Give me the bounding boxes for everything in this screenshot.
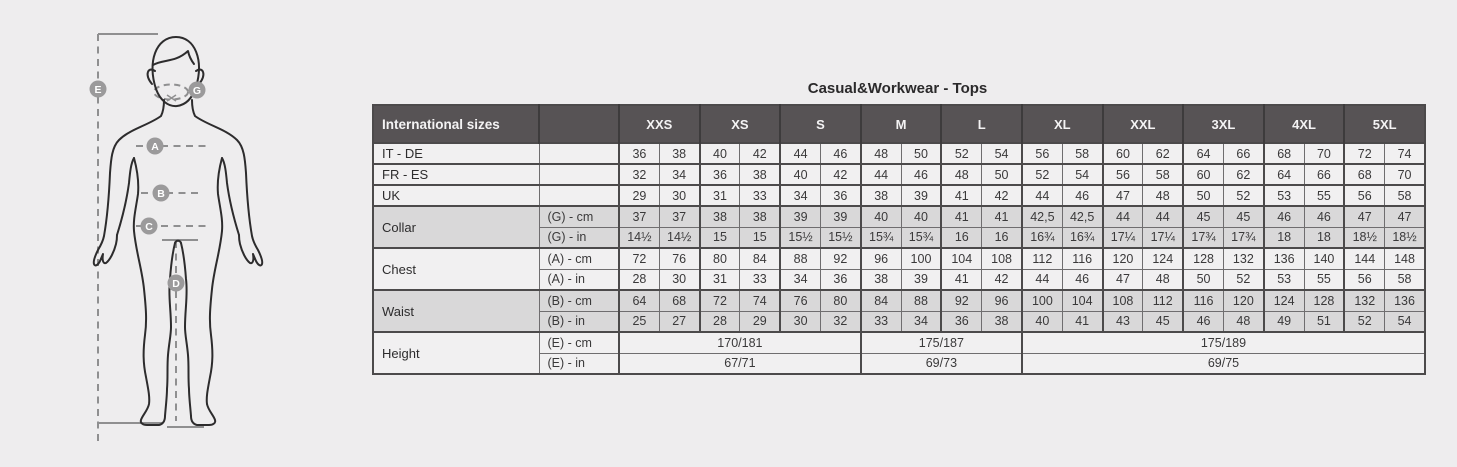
sub-row-label: (G) - cm — [539, 206, 619, 227]
size-value-cell: 38 — [659, 143, 699, 164]
size-value-cell: 64 — [1183, 143, 1223, 164]
size-value-cell: 124 — [1143, 248, 1183, 269]
size-value-cell: 96 — [861, 248, 901, 269]
size-value-cell: 74 — [740, 290, 780, 311]
size-value-cell: 27 — [659, 311, 699, 332]
height-span-cell: 69/75 — [1022, 353, 1425, 374]
size-value-cell: 15 — [740, 227, 780, 248]
size-value-cell: 132 — [1344, 290, 1384, 311]
size-value-cell: 41 — [941, 206, 981, 227]
size-value-cell: 100 — [901, 248, 941, 269]
size-value-cell: 112 — [1022, 248, 1062, 269]
size-value-cell: 50 — [1183, 269, 1223, 290]
size-value-cell: 46 — [1183, 311, 1223, 332]
size-value-cell: 41 — [941, 269, 981, 290]
size-value-cell: 88 — [901, 290, 941, 311]
size-value-cell: 31 — [700, 269, 740, 290]
size-value-cell: 72 — [700, 290, 740, 311]
size-value-cell: 47 — [1385, 206, 1425, 227]
size-value-cell: 14½ — [619, 227, 659, 248]
size-value-cell: 18½ — [1385, 227, 1425, 248]
size-value-cell: 39 — [820, 206, 860, 227]
size-value-cell: 120 — [1223, 290, 1263, 311]
size-value-cell: 148 — [1385, 248, 1425, 269]
conversion-row — [373, 143, 1425, 164]
size-value-cell: 53 — [1264, 269, 1304, 290]
row-label: Chest — [373, 248, 539, 290]
sub-row-label: (B) - cm — [539, 290, 619, 311]
size-value-cell: 128 — [1183, 248, 1223, 269]
size-value-cell: 51 — [1304, 311, 1344, 332]
size-value-cell: 62 — [1143, 143, 1183, 164]
body-outline — [94, 37, 263, 425]
size-value-cell: 36 — [820, 269, 860, 290]
sub-row-label: (E) - in — [539, 353, 619, 374]
size-value-cell: 40 — [1022, 311, 1062, 332]
size-value-cell: 68 — [1344, 164, 1384, 185]
size-value-cell: 108 — [982, 248, 1022, 269]
size-value-cell: 25 — [619, 311, 659, 332]
size-value-cell: 58 — [1143, 164, 1183, 185]
table-corner-header: International sizes — [373, 105, 539, 143]
size-value-cell: 80 — [700, 248, 740, 269]
size-value-cell: 28 — [619, 269, 659, 290]
size-value-cell: 144 — [1344, 248, 1384, 269]
size-value-cell: 33 — [740, 185, 780, 206]
size-value-cell: 16 — [982, 227, 1022, 248]
size-value-cell: 52 — [941, 143, 981, 164]
size-value-cell: 124 — [1264, 290, 1304, 311]
sub-row-label — [539, 185, 619, 206]
size-value-cell: 34 — [659, 164, 699, 185]
size-value-cell: 68 — [1264, 143, 1304, 164]
size-value-cell: 38 — [982, 311, 1022, 332]
size-value-cell: 36 — [619, 143, 659, 164]
size-value-cell: 52 — [1223, 185, 1263, 206]
size-value-cell: 41 — [982, 206, 1022, 227]
size-value-cell: 47 — [1103, 269, 1143, 290]
size-value-cell: 16¾ — [1062, 227, 1102, 248]
size-value-cell: 18 — [1304, 227, 1344, 248]
size-value-cell: 28 — [700, 311, 740, 332]
size-value-cell: 96 — [982, 290, 1022, 311]
size-value-cell: 70 — [1385, 164, 1425, 185]
size-value-cell: 15¾ — [901, 227, 941, 248]
size-value-cell: 34 — [901, 311, 941, 332]
size-value-cell: 120 — [1103, 248, 1143, 269]
size-value-cell: 116 — [1183, 290, 1223, 311]
size-value-cell: 108 — [1103, 290, 1143, 311]
size-value-cell: 92 — [820, 248, 860, 269]
size-value-cell: 36 — [941, 311, 981, 332]
size-value-cell: 14½ — [659, 227, 699, 248]
size-value-cell: 40 — [861, 206, 901, 227]
size-header-3xl: 3XL — [1183, 105, 1264, 143]
size-value-cell: 42 — [982, 185, 1022, 206]
size-value-cell: 48 — [861, 143, 901, 164]
size-value-cell: 30 — [659, 269, 699, 290]
size-value-cell: 47 — [1344, 206, 1384, 227]
size-value-cell: 50 — [901, 143, 941, 164]
size-value-cell: 58 — [1385, 269, 1425, 290]
size-value-cell: 40 — [700, 143, 740, 164]
conversion-row — [373, 164, 1425, 185]
size-value-cell: 76 — [780, 290, 820, 311]
size-value-cell: 32 — [820, 311, 860, 332]
size-value-cell: 42 — [982, 269, 1022, 290]
size-value-cell: 88 — [780, 248, 820, 269]
size-table — [372, 104, 1426, 375]
size-value-cell: 33 — [861, 311, 901, 332]
right-side-leg-path — [207, 158, 222, 404]
size-value-cell: 36 — [820, 185, 860, 206]
height-span-cell: 170/181 — [619, 332, 861, 353]
size-header-m: M — [861, 105, 942, 143]
size-value-cell: 38 — [861, 185, 901, 206]
size-value-cell: 38 — [861, 269, 901, 290]
row-label: Height — [373, 332, 539, 374]
size-value-cell: 74 — [1385, 143, 1425, 164]
size-value-cell: 46 — [1264, 206, 1304, 227]
size-value-cell: 54 — [1385, 311, 1425, 332]
size-value-cell: 52 — [1223, 269, 1263, 290]
size-value-cell: 48 — [1143, 185, 1183, 206]
size-value-cell: 46 — [820, 143, 860, 164]
size-value-cell: 46 — [901, 164, 941, 185]
hair-path — [153, 51, 194, 65]
size-value-cell: 104 — [1062, 290, 1102, 311]
size-value-cell: 31 — [700, 185, 740, 206]
size-value-cell: 36 — [700, 164, 740, 185]
size-value-cell: 58 — [1062, 143, 1102, 164]
left-inner-arm-path — [117, 158, 134, 235]
size-value-cell: 46 — [1062, 185, 1102, 206]
sub-row-label: (E) - cm — [539, 332, 619, 353]
size-value-cell: 37 — [659, 206, 699, 227]
size-value-cell: 132 — [1223, 248, 1263, 269]
size-value-cell: 53 — [1264, 185, 1304, 206]
size-value-cell: 48 — [1143, 269, 1183, 290]
size-value-cell: 29 — [619, 185, 659, 206]
sub-row-label: (A) - cm — [539, 248, 619, 269]
size-value-cell: 45 — [1143, 311, 1183, 332]
measurement-row — [373, 332, 1425, 353]
size-value-cell: 80 — [820, 290, 860, 311]
body-measurement-diagram — [0, 0, 310, 467]
size-value-cell: 60 — [1183, 164, 1223, 185]
height-span-cell: 175/187 — [861, 332, 1022, 353]
size-value-cell: 56 — [1344, 269, 1384, 290]
conversion-row — [373, 185, 1425, 206]
size-header-l: L — [941, 105, 1022, 143]
size-value-cell: 15 — [700, 227, 740, 248]
size-value-cell: 17¾ — [1223, 227, 1263, 248]
size-value-cell: 48 — [941, 164, 981, 185]
height-span-cell: 67/71 — [619, 353, 861, 374]
sublabel-column-header — [539, 105, 619, 143]
size-value-cell: 55 — [1304, 269, 1344, 290]
row-label: FR - ES — [373, 164, 539, 185]
size-value-cell: 52 — [1022, 164, 1062, 185]
height-span-cell: 69/73 — [861, 353, 1022, 374]
row-label: Collar — [373, 206, 539, 248]
measurement-row — [373, 290, 1425, 311]
size-value-cell: 15½ — [780, 227, 820, 248]
height-marker-letter: E — [94, 83, 102, 96]
size-value-cell: 52 — [1344, 311, 1384, 332]
size-value-cell: 15¾ — [861, 227, 901, 248]
size-value-cell: 84 — [861, 290, 901, 311]
measurement-row — [373, 206, 1425, 227]
table-title: Casual&Workwear - Tops — [807, 80, 988, 97]
left-inner-leg-path — [165, 243, 175, 416]
size-value-cell: 39 — [901, 185, 941, 206]
size-value-cell: 136 — [1385, 290, 1425, 311]
size-value-cell: 32 — [619, 164, 659, 185]
size-value-cell: 104 — [941, 248, 981, 269]
size-header-xxl: XXL — [1103, 105, 1184, 143]
size-value-cell: 92 — [941, 290, 981, 311]
size-value-cell: 40 — [780, 164, 820, 185]
height-marker — [90, 81, 107, 98]
size-header-4xl: 4XL — [1264, 105, 1345, 143]
right-inner-arm-path — [222, 158, 239, 235]
size-value-cell: 42 — [740, 143, 780, 164]
size-value-cell: 37 — [619, 206, 659, 227]
size-value-cell: 16 — [941, 227, 981, 248]
size-header-xs: XS — [700, 105, 781, 143]
size-value-cell: 41 — [941, 185, 981, 206]
size-value-cell: 50 — [982, 164, 1022, 185]
collar-cross-mark — [167, 95, 176, 101]
size-value-cell: 56 — [1103, 164, 1143, 185]
size-table-header — [373, 105, 1425, 143]
measurement-row — [373, 248, 1425, 269]
size-value-cell: 60 — [1103, 143, 1143, 164]
size-value-cell: 44 — [861, 164, 901, 185]
size-value-cell: 17¾ — [1183, 227, 1223, 248]
size-value-cell: 30 — [780, 311, 820, 332]
size-value-cell: 18 — [1264, 227, 1304, 248]
size-value-cell: 54 — [982, 143, 1022, 164]
size-value-cell: 140 — [1304, 248, 1344, 269]
sub-row-label: (B) - in — [539, 311, 619, 332]
size-header-xxs: XXS — [619, 105, 700, 143]
size-value-cell: 34 — [780, 185, 820, 206]
size-value-cell: 76 — [659, 248, 699, 269]
size-value-cell: 62 — [1223, 164, 1263, 185]
size-value-cell: 128 — [1304, 290, 1344, 311]
right-foot-path — [191, 404, 215, 425]
sub-row-label: (G) - in — [539, 227, 619, 248]
size-value-cell: 17¼ — [1143, 227, 1183, 248]
collar-marker-letter: G — [192, 84, 202, 97]
size-value-cell: 39 — [780, 206, 820, 227]
size-value-cell: 54 — [1062, 164, 1102, 185]
size-value-cell: 43 — [1103, 311, 1143, 332]
size-value-cell: 44 — [1143, 206, 1183, 227]
size-value-cell: 46 — [1062, 269, 1102, 290]
right-inner-leg-path — [181, 243, 191, 416]
chest-marker-letter: A — [151, 140, 159, 153]
size-value-cell: 116 — [1062, 248, 1102, 269]
sub-row-label — [539, 164, 619, 185]
size-value-cell: 18½ — [1344, 227, 1384, 248]
size-value-cell: 49 — [1264, 311, 1304, 332]
size-value-cell: 45 — [1183, 206, 1223, 227]
size-value-cell: 42 — [820, 164, 860, 185]
size-value-cell: 66 — [1223, 143, 1263, 164]
size-header-5xl: 5XL — [1344, 105, 1425, 143]
size-value-cell: 38 — [700, 206, 740, 227]
size-value-cell: 72 — [1344, 143, 1384, 164]
size-value-cell: 50 — [1183, 185, 1223, 206]
size-value-cell: 47 — [1103, 185, 1143, 206]
size-value-cell: 46 — [1304, 206, 1344, 227]
size-value-cell: 56 — [1344, 185, 1384, 206]
waist-marker-letter: B — [157, 187, 165, 200]
size-value-cell: 112 — [1143, 290, 1183, 311]
waist-marker — [153, 185, 170, 202]
size-value-cell: 40 — [901, 206, 941, 227]
size-value-cell: 15½ — [820, 227, 860, 248]
chest-marker — [147, 138, 164, 155]
size-value-cell: 56 — [1022, 143, 1062, 164]
row-label: IT - DE — [373, 143, 539, 164]
size-value-cell: 100 — [1022, 290, 1062, 311]
sub-row-label: (A) - in — [539, 269, 619, 290]
size-value-cell: 44 — [1103, 206, 1143, 227]
size-value-cell: 84 — [740, 248, 780, 269]
size-value-cell: 16¾ — [1022, 227, 1062, 248]
size-value-cell: 45 — [1223, 206, 1263, 227]
size-value-cell: 34 — [780, 269, 820, 290]
size-value-cell: 44 — [1022, 269, 1062, 290]
size-value-cell: 64 — [1264, 164, 1304, 185]
size-value-cell: 29 — [740, 311, 780, 332]
size-value-cell: 44 — [780, 143, 820, 164]
size-value-cell: 70 — [1304, 143, 1344, 164]
hip-marker-letter: C — [145, 220, 153, 233]
size-value-cell: 48 — [1223, 311, 1263, 332]
size-value-cell: 17¼ — [1103, 227, 1143, 248]
size-value-cell: 38 — [740, 206, 780, 227]
sub-row-label — [539, 143, 619, 164]
size-value-cell: 72 — [619, 248, 659, 269]
size-value-cell: 44 — [1022, 185, 1062, 206]
size-value-cell: 39 — [901, 269, 941, 290]
size-value-cell: 42,5 — [1022, 206, 1062, 227]
size-value-cell: 58 — [1385, 185, 1425, 206]
size-value-cell: 38 — [740, 164, 780, 185]
row-label: Waist — [373, 290, 539, 332]
size-header-s: S — [780, 105, 861, 143]
collar-marker — [189, 82, 206, 99]
size-table-body — [373, 143, 1425, 374]
size-value-cell: 55 — [1304, 185, 1344, 206]
inseam-marker — [168, 275, 185, 292]
size-value-cell: 33 — [740, 269, 780, 290]
size-header-xl: XL — [1022, 105, 1103, 143]
size-value-cell: 41 — [1062, 311, 1102, 332]
inseam-marker-letter: D — [172, 277, 180, 290]
size-value-cell: 30 — [659, 185, 699, 206]
size-value-cell: 64 — [619, 290, 659, 311]
size-value-cell: 136 — [1264, 248, 1304, 269]
size-value-cell: 66 — [1304, 164, 1344, 185]
height-span-cell: 175/189 — [1022, 332, 1425, 353]
hip-marker — [141, 218, 158, 235]
size-value-cell: 42,5 — [1062, 206, 1102, 227]
size-value-cell: 68 — [659, 290, 699, 311]
row-label: UK — [373, 185, 539, 206]
